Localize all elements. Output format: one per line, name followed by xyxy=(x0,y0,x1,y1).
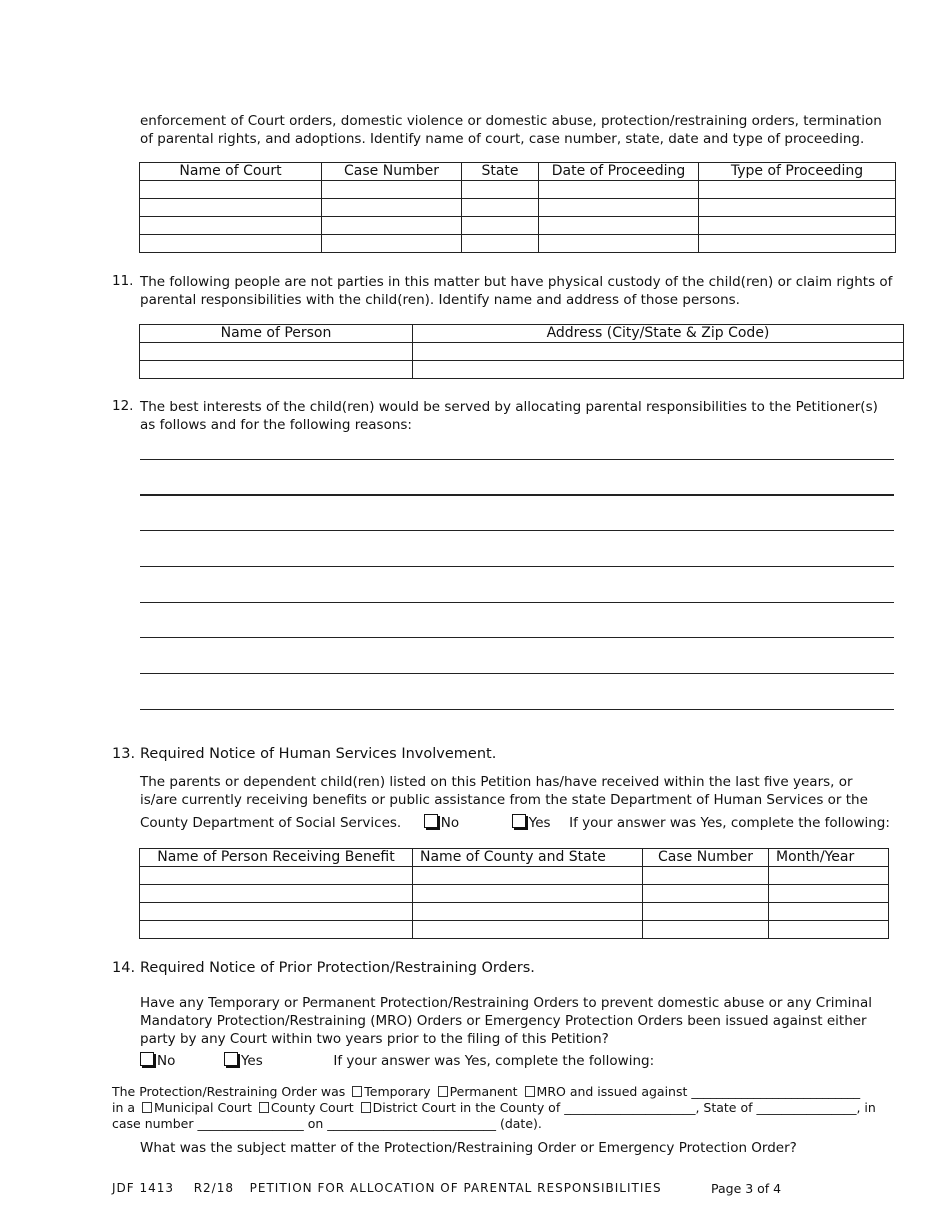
cell-input[interactable] xyxy=(699,181,896,199)
custody-persons-table xyxy=(139,324,904,379)
item-14-number: 14. xyxy=(112,960,136,976)
table-row xyxy=(140,903,889,921)
no-label: No xyxy=(157,1053,176,1069)
table-row xyxy=(140,361,904,379)
answer-line[interactable] xyxy=(140,459,894,460)
cell-input[interactable] xyxy=(539,217,699,235)
temporary-checkbox[interactable] xyxy=(349,1084,430,1099)
footer-title: PETITION FOR ALLOCATION OF PARENTAL RESPONSIBILITIES xyxy=(249,1181,662,1195)
checkbox-icon xyxy=(224,1052,238,1066)
column-header: State xyxy=(462,163,539,181)
district-court-checkbox[interactable] xyxy=(358,1100,876,1115)
order-details-line-2 xyxy=(112,1100,894,1116)
item-14-title: Required Notice of Prior Protection/Restraining Orders. xyxy=(140,960,535,976)
column-header: Month/Year xyxy=(769,849,889,867)
footer-page-number: Page 3 of 4 xyxy=(711,1181,782,1196)
case-number-line: case number _________________ on ___________________________ (date). xyxy=(112,1116,542,1131)
item-13-no-checkbox[interactable] xyxy=(424,815,459,831)
cell-input[interactable] xyxy=(322,199,462,217)
cell-input[interactable] xyxy=(140,885,413,903)
column-header: Type of Proceeding xyxy=(699,163,896,181)
answer-line[interactable] xyxy=(140,494,894,496)
item-14-no-checkbox[interactable] xyxy=(140,1053,175,1069)
column-header: Case Number xyxy=(643,849,769,867)
item-13-line-3: County Department of Social Services. xyxy=(140,815,402,831)
checkbox-icon xyxy=(525,1086,535,1097)
item-13-answer-row xyxy=(140,814,894,831)
cell-input[interactable] xyxy=(140,921,413,939)
checkbox-icon xyxy=(361,1102,371,1113)
yes-label: Yes xyxy=(528,815,551,831)
cell-input[interactable] xyxy=(413,903,643,921)
cell-input[interactable] xyxy=(769,867,889,885)
cell-input[interactable] xyxy=(140,343,413,361)
table-row xyxy=(140,217,896,235)
cell-input[interactable] xyxy=(462,181,539,199)
item-13-followup: If your answer was Yes, complete the following: xyxy=(569,815,890,831)
order-details-line-1 xyxy=(112,1084,894,1100)
checkbox-icon xyxy=(142,1102,152,1113)
answer-line[interactable] xyxy=(140,637,894,638)
cell-input[interactable] xyxy=(140,361,413,379)
table-header-row xyxy=(140,849,889,867)
answer-line[interactable] xyxy=(140,673,894,674)
table-header-row xyxy=(140,325,904,343)
cell-input[interactable] xyxy=(140,903,413,921)
cell-input[interactable] xyxy=(140,235,322,253)
table-row xyxy=(140,235,896,253)
checkbox-icon xyxy=(259,1102,269,1113)
cell-input[interactable] xyxy=(539,199,699,217)
county-court-checkbox[interactable] xyxy=(256,1100,354,1115)
item-12-number: 12. xyxy=(112,398,134,414)
intro-line-1: enforcement of Court orders, domestic violence or domestic abuse, protection/restraining orders, termination xyxy=(140,113,882,129)
item-13-title: Required Notice of Human Services Involvement. xyxy=(140,746,497,762)
cell-input[interactable] xyxy=(462,235,539,253)
cell-input[interactable] xyxy=(322,181,462,199)
county-label: County Court xyxy=(270,1100,354,1115)
footer-revision: R2/18 xyxy=(193,1181,234,1195)
item-11-line-2: parental responsibilities with the child(ren). Identify name and address of those persons. xyxy=(140,292,740,308)
cell-input[interactable] xyxy=(643,921,769,939)
cell-input[interactable] xyxy=(699,217,896,235)
benefits-table xyxy=(139,848,889,939)
column-header: Date of Proceeding xyxy=(539,163,699,181)
mro-label: MRO and issued against ___________________________ xyxy=(536,1084,861,1099)
item-12-paragraph xyxy=(140,398,894,434)
checkbox-icon xyxy=(512,814,526,828)
table-row xyxy=(140,921,889,939)
item-14-followup: If your answer was Yes, complete the following: xyxy=(333,1053,655,1069)
item-13-number: 13. xyxy=(112,746,136,762)
column-header: Name of Court xyxy=(140,163,322,181)
cell-input[interactable] xyxy=(769,885,889,903)
subject-matter-question: What was the subject matter of the Protection/Restraining Order or Emergency Protection Order? xyxy=(140,1140,797,1156)
cell-input[interactable] xyxy=(413,867,643,885)
item-14-answer-row xyxy=(140,1052,654,1069)
district-label: District Court in the County of _____________________, State of ________________, in xyxy=(372,1100,876,1115)
checkbox-icon xyxy=(140,1052,154,1066)
column-header: Address (City/State & Zip Code) xyxy=(413,325,904,343)
cell-input[interactable] xyxy=(462,217,539,235)
table-row xyxy=(140,181,896,199)
item-12-line-1: The best interests of the child(ren) would be served by allocating parental responsibilities to the Petitioner(s) xyxy=(140,399,878,415)
cell-input[interactable] xyxy=(539,235,699,253)
cell-input[interactable] xyxy=(140,199,322,217)
item-12-line-2: as follows and for the following reasons: xyxy=(140,417,412,433)
yes-label: Yes xyxy=(240,1053,263,1069)
item-11-number: 11. xyxy=(112,273,134,289)
answer-line[interactable] xyxy=(140,530,894,531)
item-13-line-2: is/are currently receiving benefits or public assistance from the state Department of Human Services or the xyxy=(140,792,868,808)
table-row xyxy=(140,199,896,217)
column-header: Name of Person Receiving Benefit xyxy=(140,849,413,867)
cell-input[interactable] xyxy=(140,217,322,235)
item-11-paragraph xyxy=(140,273,894,309)
item-14-line-2: Mandatory Protection/Restraining (MRO) Orders or Emergency Protection Orders been issued against either xyxy=(140,1013,867,1029)
cell-input[interactable] xyxy=(413,343,904,361)
cell-input[interactable] xyxy=(699,199,896,217)
proceedings-table xyxy=(139,162,896,253)
footer-form-id: JDF 1413 xyxy=(112,1181,175,1195)
item-11-line-1: The following people are not parties in this matter but have physical custody of the child(ren) or claim rights of xyxy=(140,274,893,290)
cell-input[interactable] xyxy=(413,921,643,939)
item-14-line-3: party by any Court within two years prior to the filing of this Petition? xyxy=(140,1031,609,1047)
item-13-line-1: The parents or dependent child(ren) listed on this Petition has/have received within the last five years, or xyxy=(140,774,853,790)
column-header: Name of Person xyxy=(140,325,413,343)
checkbox-icon xyxy=(438,1086,448,1097)
cell-input[interactable] xyxy=(413,885,643,903)
cell-input[interactable] xyxy=(769,921,889,939)
municipal-label: Municipal Court xyxy=(154,1100,252,1115)
column-header: Name of County and State xyxy=(413,849,643,867)
answer-line[interactable] xyxy=(140,602,894,603)
cell-input[interactable] xyxy=(140,867,413,885)
checkbox-icon xyxy=(352,1086,362,1097)
table-row xyxy=(140,885,889,903)
table-row xyxy=(140,867,889,885)
cell-input[interactable] xyxy=(699,235,896,253)
cell-input[interactable] xyxy=(413,361,904,379)
column-header: Case Number xyxy=(322,163,462,181)
temporary-label: Temporary xyxy=(364,1084,431,1099)
cell-input[interactable] xyxy=(643,885,769,903)
permanent-label: Permanent xyxy=(449,1084,518,1099)
footer xyxy=(112,1181,662,1195)
answer-line[interactable] xyxy=(140,709,894,710)
item-14-yes-checkbox[interactable] xyxy=(224,1053,263,1069)
cell-input[interactable] xyxy=(140,181,322,199)
cell-input[interactable] xyxy=(539,181,699,199)
intro-paragraph xyxy=(140,112,894,148)
in-a-label: in a xyxy=(112,1100,136,1115)
answer-line[interactable] xyxy=(140,566,894,567)
item-14-line-1: Have any Temporary or Permanent Protection/Restraining Orders to prevent domestic abuse or any Criminal xyxy=(140,995,872,1011)
cell-input[interactable] xyxy=(643,867,769,885)
cell-input[interactable] xyxy=(769,903,889,921)
table-row xyxy=(140,343,904,361)
cell-input[interactable] xyxy=(643,903,769,921)
checkbox-icon xyxy=(424,814,438,828)
cell-input[interactable] xyxy=(322,217,462,235)
intro-line-2: of parental rights, and adoptions. Identify name of court, case number, state, date and type of proceeding. xyxy=(140,131,865,147)
order-was-label: The Protection/Restraining Order was xyxy=(112,1084,346,1099)
municipal-court-checkbox[interactable] xyxy=(139,1100,252,1115)
cell-input[interactable] xyxy=(322,235,462,253)
item-13-paragraph xyxy=(140,773,894,809)
cell-input[interactable] xyxy=(462,199,539,217)
mro-checkbox[interactable] xyxy=(522,1084,861,1099)
item-14-paragraph xyxy=(140,994,894,1048)
item-13-yes-checkbox[interactable] xyxy=(512,815,551,831)
no-label: No xyxy=(440,815,460,831)
table-header-row xyxy=(140,163,896,181)
permanent-checkbox[interactable] xyxy=(435,1084,518,1099)
